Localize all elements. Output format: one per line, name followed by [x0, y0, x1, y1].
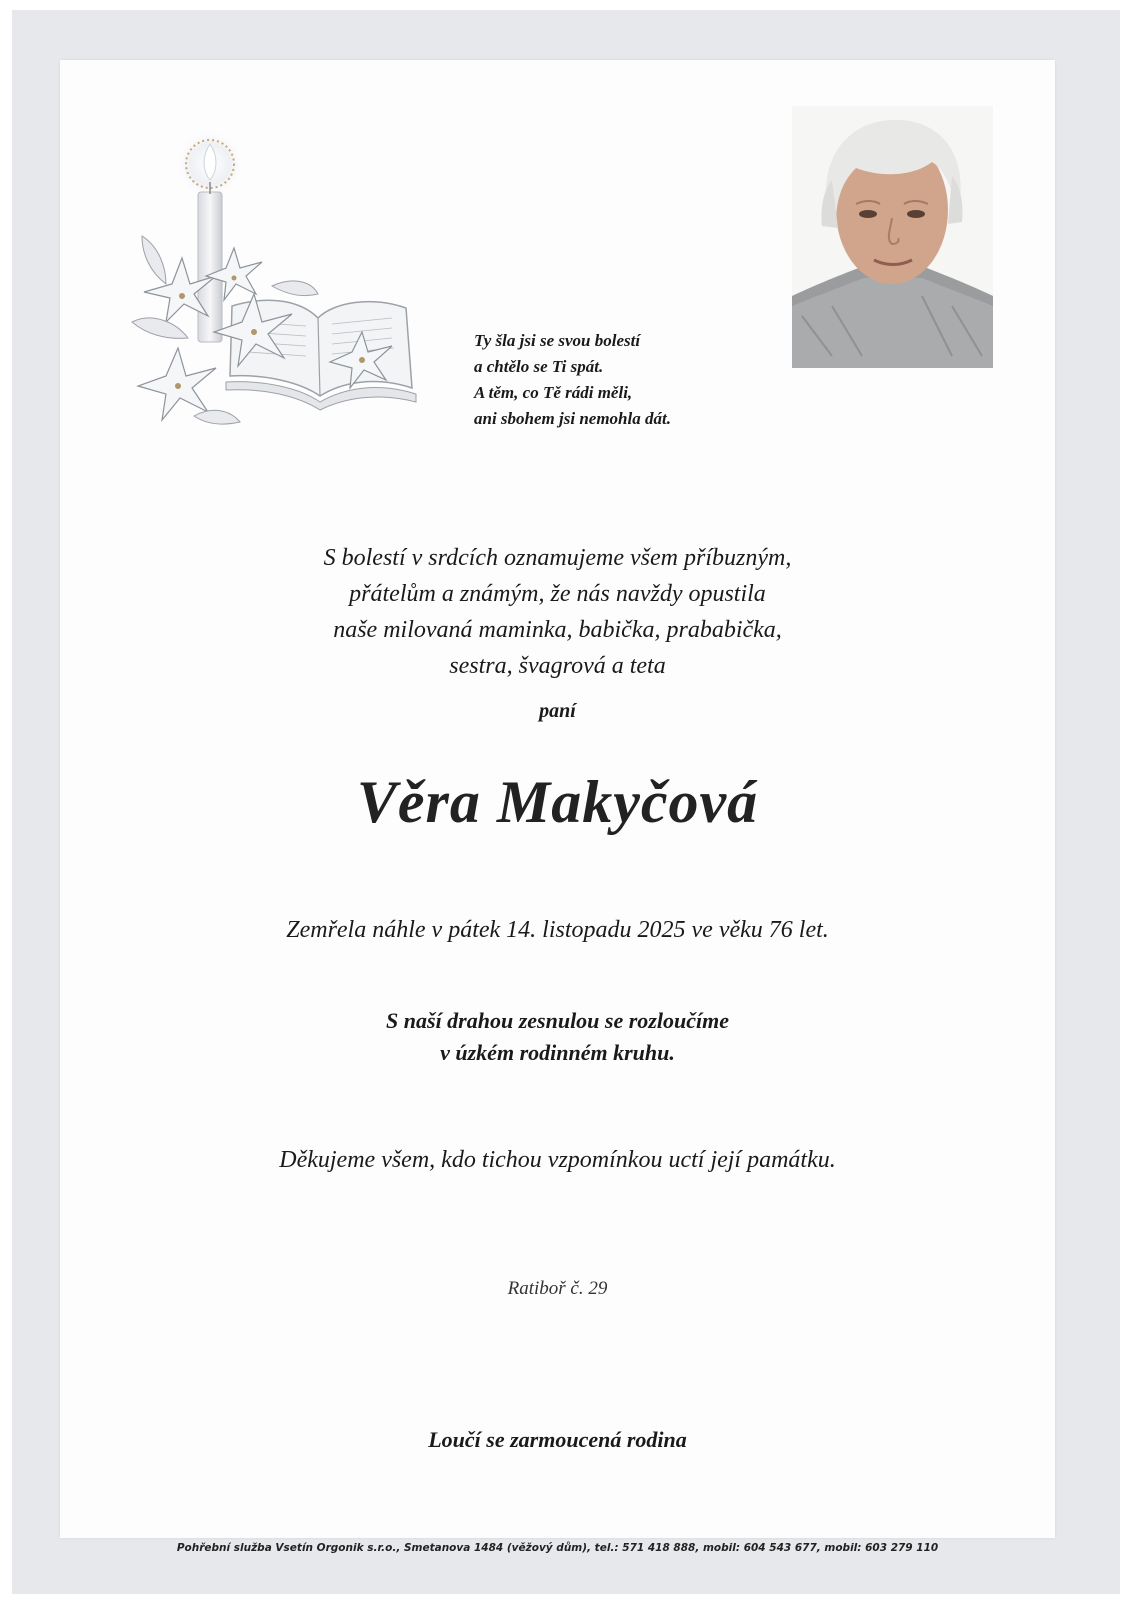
announcement-line: naše milovaná maminka, babička, prababička,: [333, 617, 782, 643]
announcement-line: sestra, švagrová a teta: [449, 653, 666, 679]
signoff: Loučí se zarmoucená rodina: [428, 1427, 687, 1452]
address: Ratiboř č. 29: [507, 1278, 608, 1299]
farewell-notice: [60, 1005, 1055, 1069]
poem-line: Ty šla jsi se svou bolestí: [474, 331, 641, 350]
announcement-line: přátelům a známým, že nás navždy opustila: [349, 581, 766, 607]
title-word: paní: [539, 700, 576, 722]
farewell-line: S naší drahou zesnulou se rozloučíme: [386, 1008, 729, 1033]
portrait-photo: [792, 106, 993, 368]
announcement-line: S bolestí v srdcích oznamujeme všem příbuzným,: [323, 545, 792, 571]
death-notice: Zemřela náhle v pátek 14. listopadu 2025 ve věku 76 let.: [286, 917, 829, 943]
poem: [474, 328, 774, 432]
farewell-line: v úzkém rodinném kruhu.: [440, 1040, 675, 1065]
funeral-service-footer: Pohřební služba Vsetín Orgonik s.r.o., Smetanova 1484 (věžový dům), tel.: 571 418 888, mobil: 604 543 677, mobil: 603 279 110: [176, 1542, 939, 1554]
poem-line: ani sbohem jsi nemohla dát.: [474, 409, 671, 428]
poem-line: a chtělo se Ti spát.: [474, 357, 604, 376]
thanks-text: Děkujeme všem, kdo tichou vzpomínkou uctí její památku.: [279, 1147, 836, 1173]
deceased-name: Věra Makyčová: [356, 769, 759, 835]
candle-lilies-book-icon: [122, 126, 422, 436]
poem-line: A těm, co Tě rádi měli,: [474, 383, 633, 402]
announcement: [60, 540, 1055, 684]
